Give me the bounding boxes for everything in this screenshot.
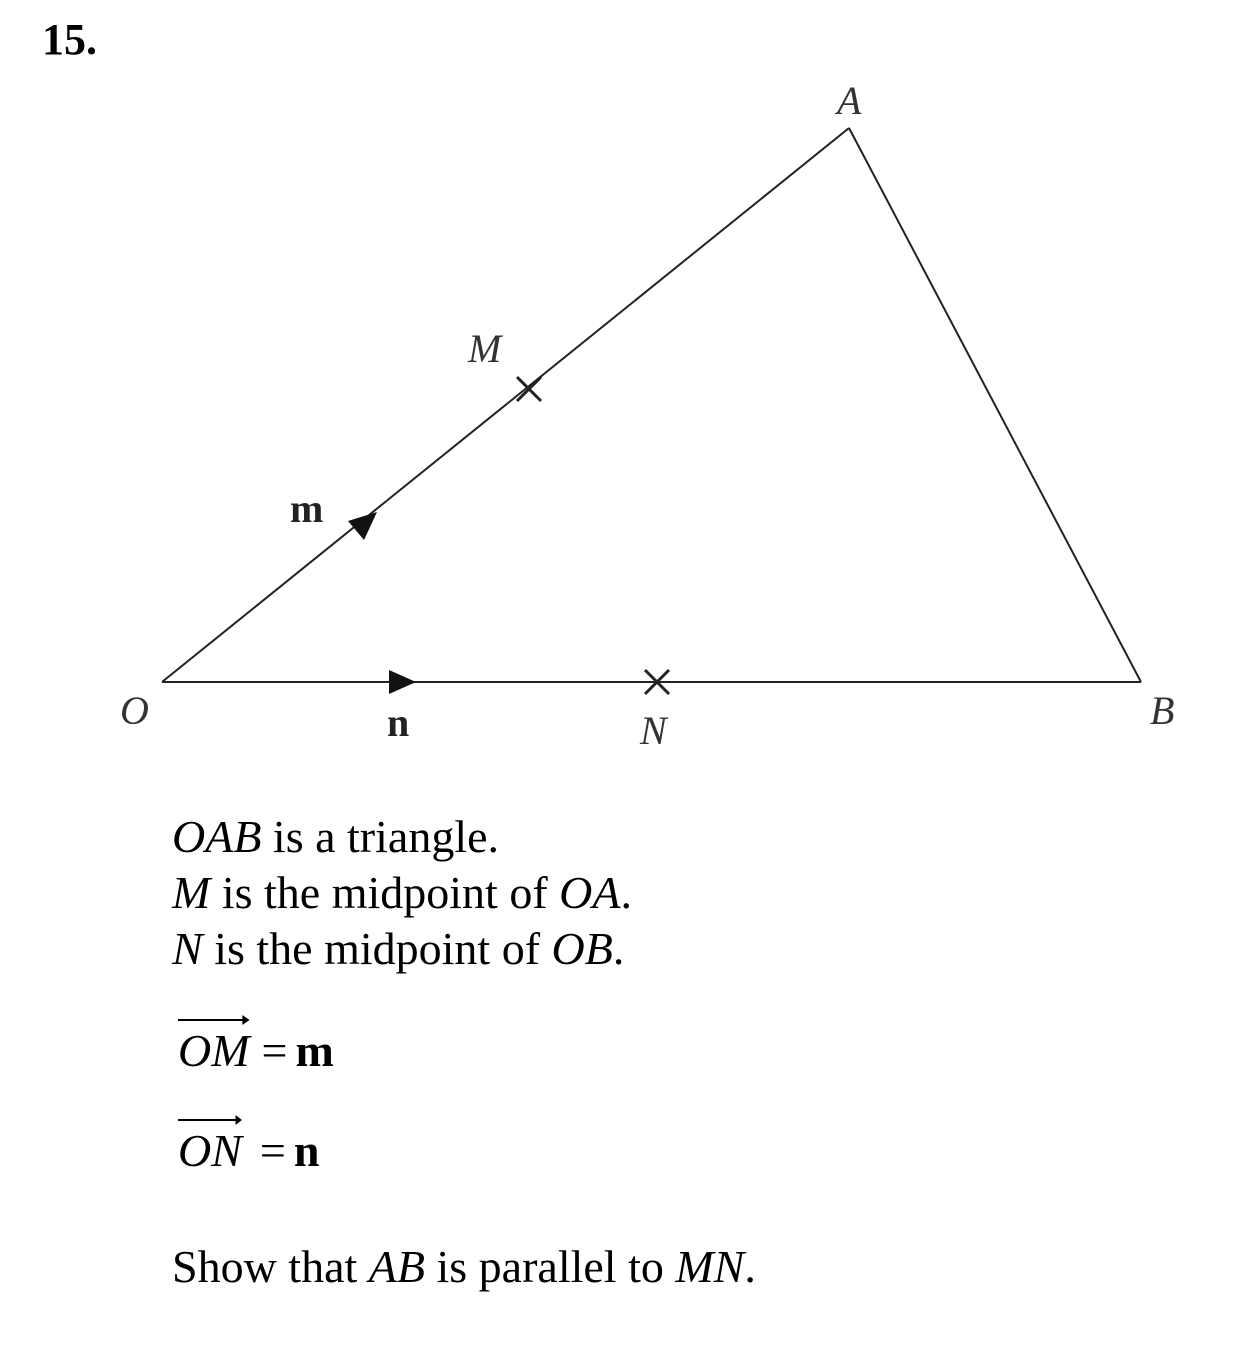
label-o: O bbox=[120, 688, 149, 733]
question-number: 15. bbox=[42, 15, 97, 64]
cross-m-icon bbox=[517, 377, 541, 401]
label-a: A bbox=[837, 78, 862, 123]
statement-midpoint-m: M is the midpoint of OA. bbox=[172, 867, 632, 918]
vector-on-equation: ON = n bbox=[178, 1128, 319, 1174]
arrow-m-icon bbox=[348, 512, 377, 540]
task-statement: Show that AB is parallel to MN. bbox=[172, 1241, 756, 1292]
label-vector-n: n bbox=[387, 700, 410, 745]
arrow-n-icon bbox=[389, 670, 416, 694]
vector-om-equation: OM = m bbox=[178, 1028, 334, 1074]
statement-midpoint-n: N is the midpoint of OB. bbox=[172, 923, 625, 974]
vector-om-name: OM bbox=[178, 1028, 250, 1074]
label-b: B bbox=[1150, 688, 1175, 733]
label-n: N bbox=[640, 708, 667, 753]
statement-triangle: OAB is a triangle. bbox=[172, 811, 500, 862]
vector-arrow-icon bbox=[178, 1114, 242, 1126]
vector-arrow-icon bbox=[178, 1014, 250, 1026]
label-m: M bbox=[468, 326, 502, 371]
vector-on-name: ON bbox=[178, 1128, 242, 1174]
side-oa bbox=[162, 128, 849, 682]
label-vector-m: m bbox=[290, 486, 324, 531]
side-ab bbox=[849, 128, 1141, 682]
